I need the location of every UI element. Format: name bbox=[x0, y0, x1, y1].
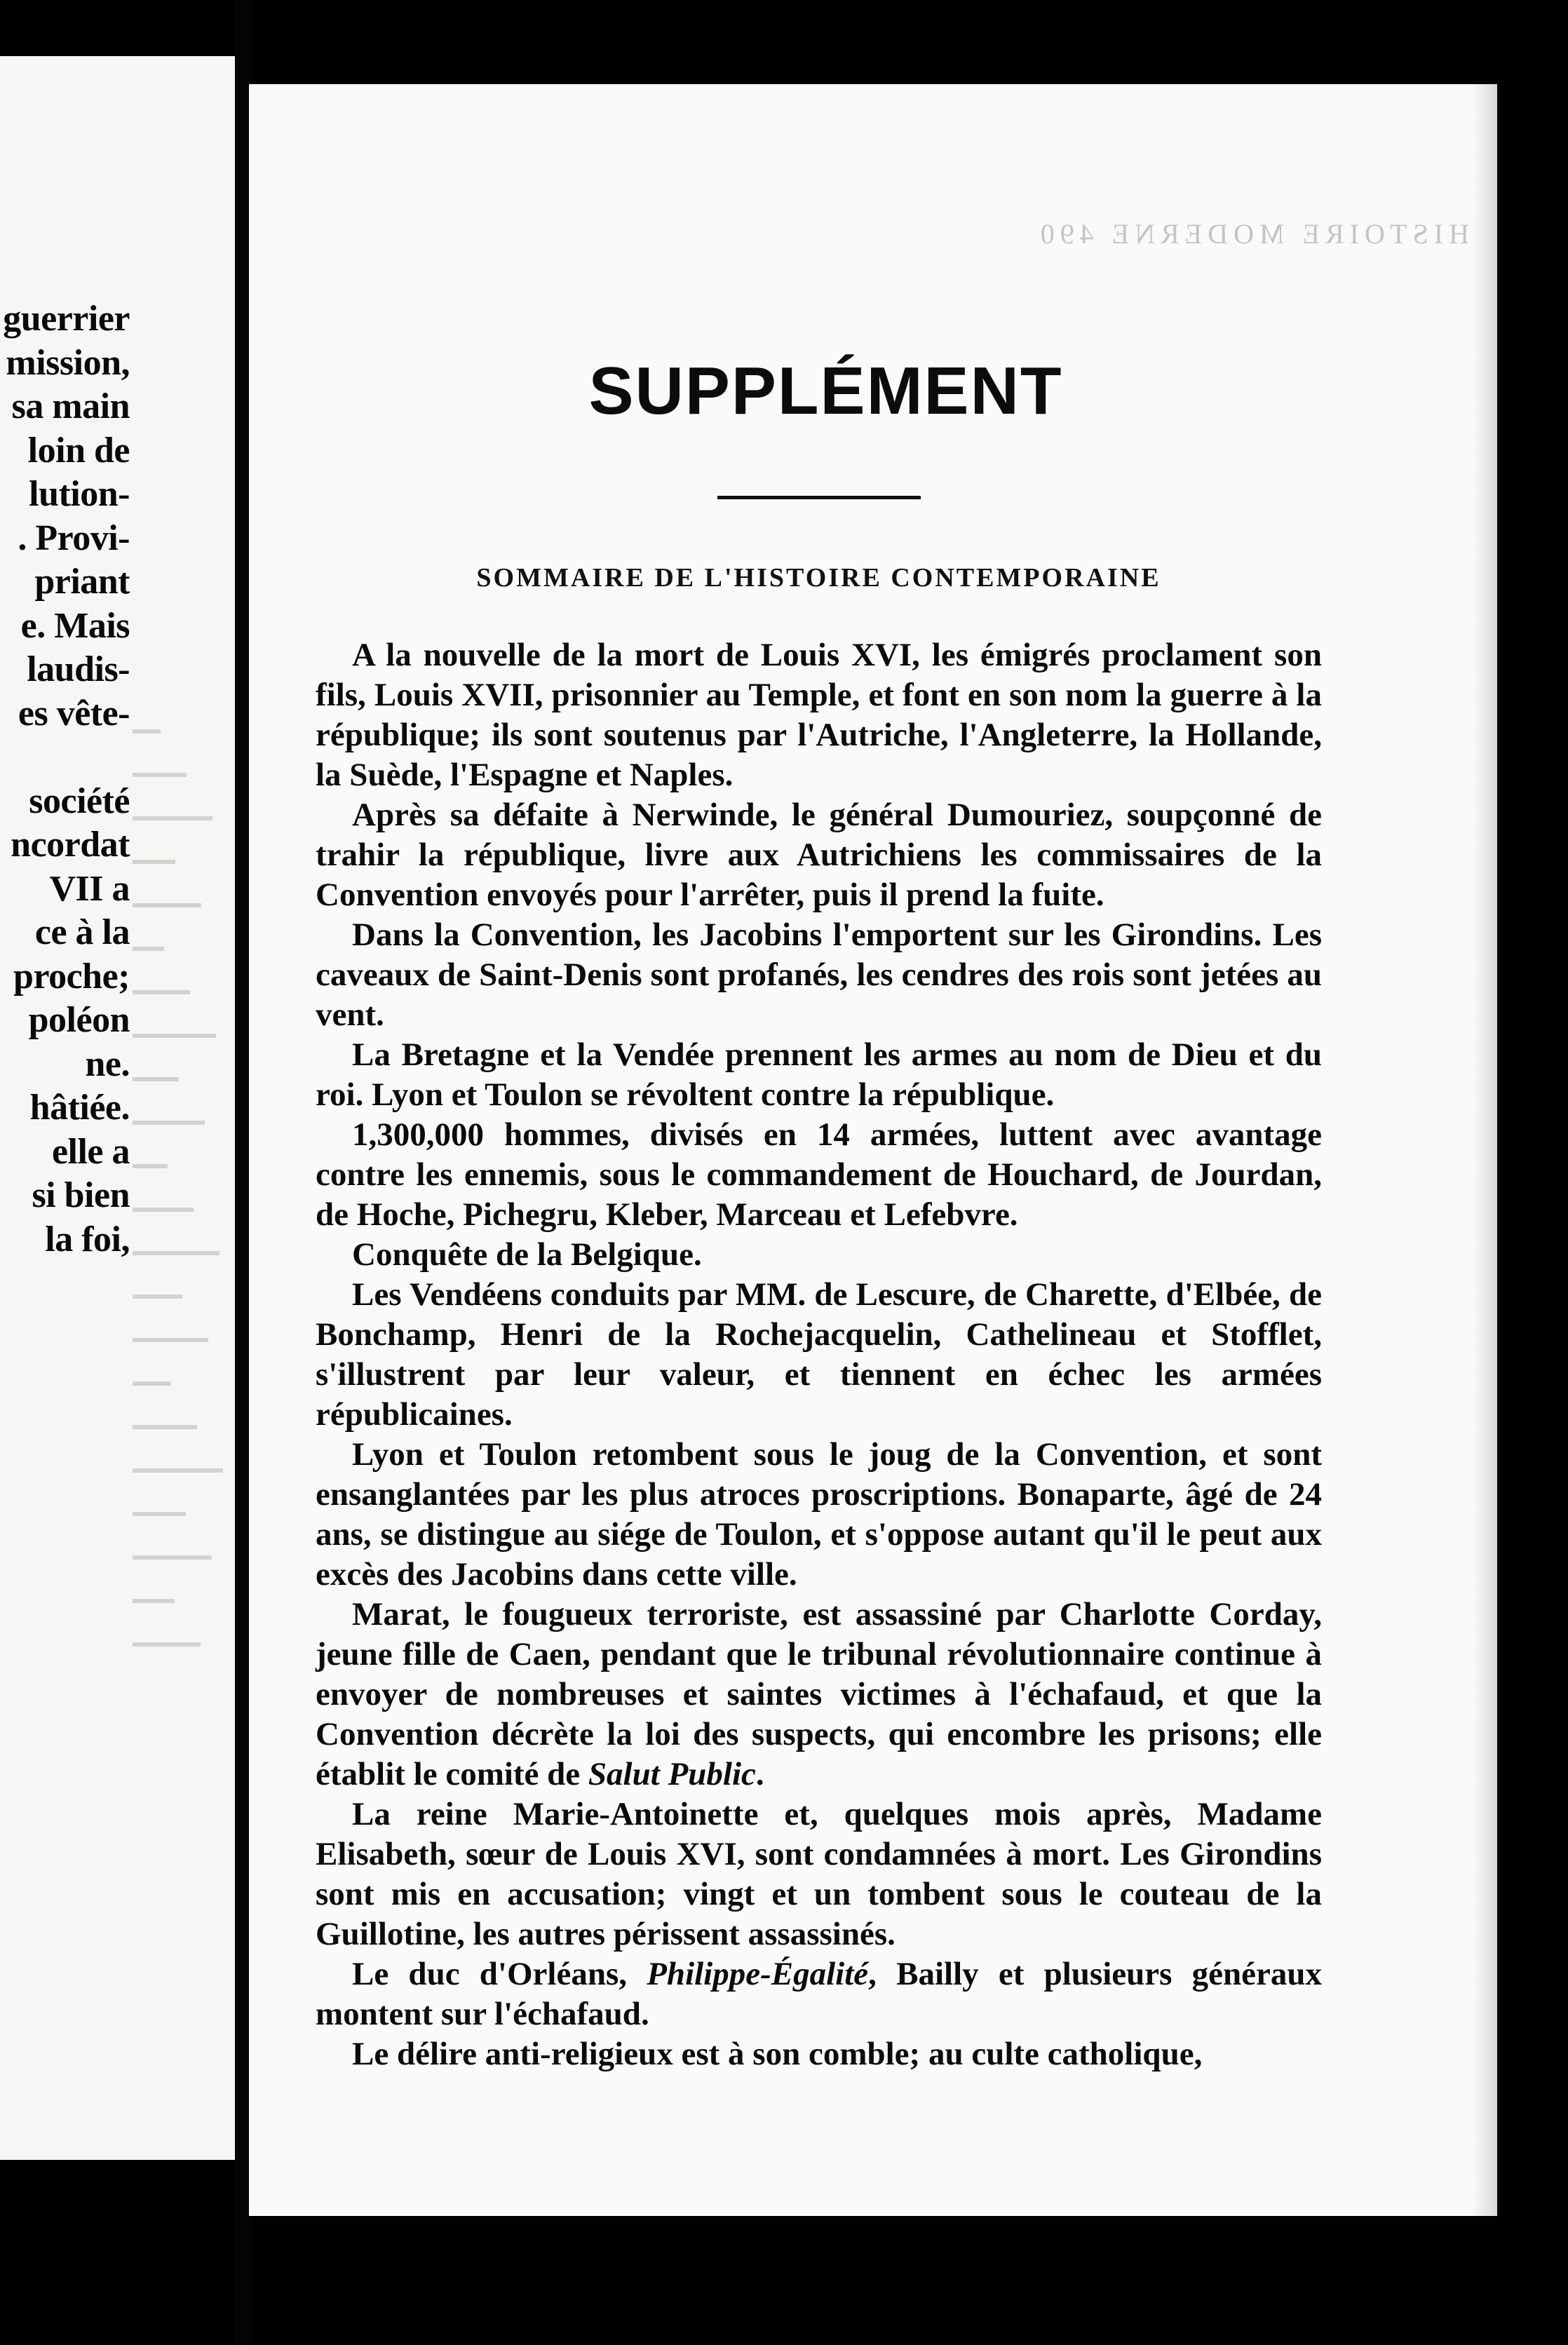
previous-page-line: elle a bbox=[51, 1131, 130, 1172]
bleed-through-mark bbox=[133, 1295, 182, 1299]
paragraph-trailing-text: . bbox=[755, 1756, 764, 1793]
previous-page-line: laudis- bbox=[27, 649, 130, 689]
body-paragraph bbox=[316, 1435, 1322, 1595]
title-divider bbox=[717, 496, 921, 499]
paragraph-text: La Bretagne et la Vendée prennent les armes au nom de Dieu et du roi. Lyon et Toulon se révoltent contre la république. bbox=[316, 1036, 1322, 1114]
bleed-through-mark bbox=[133, 1251, 219, 1255]
body-paragraph bbox=[316, 1954, 1322, 2034]
bleed-through-mark bbox=[133, 1208, 194, 1212]
body-paragraph bbox=[316, 635, 1322, 795]
previous-page-line: ce à la bbox=[34, 912, 130, 952]
previous-page-line: si bien bbox=[32, 1175, 130, 1215]
body-paragraph bbox=[316, 1035, 1322, 1115]
bleed-through-text bbox=[126, 56, 231, 2160]
paragraph-text: 1,300,000 hommes, divisés en 14 armées, luttent avec avantage contre les ennemis, sous le commandement de Houchard, de Jourdan, de Hoche, Pichegru, Kleber, Marceau et Lefebvre. bbox=[316, 1116, 1322, 1234]
bleed-through-mark bbox=[133, 1599, 175, 1603]
section-heading: SOMMAIRE DE L'HISTOIRE CONTEMPORAINE bbox=[476, 563, 1161, 593]
bleed-through-mark bbox=[133, 947, 164, 951]
bleed-through-mark bbox=[133, 1034, 216, 1038]
previous-page-line: guerrier bbox=[3, 299, 130, 339]
previous-page-line: . Provi- bbox=[18, 518, 130, 558]
previous-page-line: lution- bbox=[29, 474, 130, 514]
paragraph-text: A la nouvelle de la mort de Louis XVI, les émigrés proclament son fils, Louis XVII, prisonnier au Temple, et font en son nom la guerre à la république; ils sont soutenus par l'Autriche, l'Angleterre, la Hollande, la Suède, l'Espagne et Naples. bbox=[316, 637, 1322, 794]
previous-page-fragment bbox=[0, 56, 235, 2160]
paragraph-text: Les Vendéens conduits par MM. de Lescure, de Charette, d'Elbée, de Bonchamp, Henri de la Rochejacquelin, Cathelineau et Stofflet, s'illustrent par leur valeur, et tiennent en échec les armées républicaines. bbox=[316, 1276, 1322, 1433]
body-paragraph bbox=[316, 1115, 1322, 1235]
page-content bbox=[316, 351, 1322, 2074]
page-edge-shadow bbox=[1472, 84, 1497, 2216]
previous-page-line: hâtiée. bbox=[29, 1088, 130, 1128]
bleed-through-mark bbox=[133, 1642, 201, 1647]
previous-page-line: poléon bbox=[28, 1000, 130, 1040]
previous-page-line: mission, bbox=[6, 342, 130, 383]
paragraph-text: Marat, le fougueux terroriste, est assassiné par Charlotte Corday, jeune fille de Caen, pendant que le tribunal révolutionnaire continue à envoyer de nombreuses et saintes victimes à l'échafaud, et que la Convention décrète la loi des suspects, qui encombre les prisons; elle établit le comité de bbox=[316, 1596, 1322, 1793]
bleed-through-mark bbox=[133, 1512, 186, 1516]
body-paragraph bbox=[316, 1275, 1322, 1435]
body-paragraph bbox=[316, 1795, 1322, 1954]
bleed-through-mark bbox=[133, 1338, 208, 1342]
paragraph-text: La reine Marie-Antoinette et, quelques mois après, Madame Elisabeth, sœur de Louis XVI, sont condamnées à mort. Les Girondins sont mis en accusation; vingt et un tombent sous le couteau de la Guillotine, les autres périssent assassinés. bbox=[316, 1796, 1322, 1953]
body-paragraph bbox=[316, 915, 1322, 1035]
bleed-through-mark bbox=[133, 903, 201, 907]
body-paragraph bbox=[316, 2034, 1322, 2074]
paragraph-text: Dans la Convention, les Jacobins l'emportent sur les Girondins. Les caveaux de Saint-Denis sont profanés, les cendres des rois sont jetées au vent. bbox=[316, 917, 1322, 1034]
bleed-through-mark bbox=[133, 1164, 168, 1168]
bleed-through-mark bbox=[133, 1121, 205, 1125]
bleed-through-mark bbox=[133, 729, 161, 734]
body-paragraph bbox=[316, 1235, 1322, 1275]
previous-page-line: ncordat bbox=[11, 825, 130, 865]
paragraph-trailing-text: , Bailly et plusieurs généraux montent sur l'échafaud. bbox=[316, 1956, 1322, 2033]
previous-page-line: es vête- bbox=[18, 693, 130, 734]
scan-border bbox=[1497, 0, 1568, 2345]
bleed-through-mark bbox=[133, 1468, 223, 1473]
bleed-through-header: HISTOIRE MODERNE 490 bbox=[1034, 218, 1469, 250]
previous-page-line: proche; bbox=[13, 956, 130, 996]
previous-page-line: loin de bbox=[27, 430, 130, 471]
previous-page-line: priant bbox=[34, 562, 130, 602]
paragraph-text: Le délire anti-religieux est à son comble; au culte catholique, bbox=[352, 2036, 1203, 2073]
bleed-through-mark bbox=[133, 773, 187, 777]
paragraph-text: Lyon et Toulon retombent sous le joug de la Convention, et sont ensanglantées par les plus atroces proscriptions. Bonaparte, âgé de 24 ans, se distingue au siége de Toulon, et s'oppose autant qu'il le peut aux excès des Jacobins dans cette ville. bbox=[316, 1436, 1322, 1593]
page-title: SUPPLÉMENT bbox=[588, 353, 1063, 428]
previous-page-line: la foi, bbox=[45, 1219, 130, 1259]
document-page bbox=[249, 84, 1497, 2216]
body-paragraph bbox=[316, 795, 1322, 915]
paragraph-italic-text: Salut Public bbox=[588, 1756, 756, 1793]
previous-page-line: ne. bbox=[85, 1043, 130, 1084]
bleed-through-mark bbox=[133, 816, 212, 820]
bleed-through-mark bbox=[133, 990, 190, 994]
bleed-through-mark bbox=[133, 860, 175, 864]
bleed-through-mark bbox=[133, 1425, 197, 1429]
paragraph-text: Le duc d'Orléans, bbox=[352, 1956, 627, 1993]
paragraph-text: Conquête de la Belgique. bbox=[352, 1236, 702, 1273]
previous-page-line: VII a bbox=[49, 868, 130, 909]
body-paragraph bbox=[316, 1595, 1322, 1795]
bleed-through-mark bbox=[133, 1555, 212, 1560]
paragraph-text: Après sa défaite à Nerwinde, le général Dumouriez, soupçonné de trahir la république, livre aux Autrichiens les commissaires de la Convention envoyés pour l'arrêter, puis il prend la fuite. bbox=[316, 797, 1322, 914]
bleed-through-mark bbox=[133, 1077, 179, 1081]
previous-page-line: sa main bbox=[11, 386, 130, 426]
paragraph-italic-text: Philippe-Égalité bbox=[647, 1956, 869, 1993]
previous-page-line: e. Mais bbox=[20, 605, 130, 646]
previous-page-line: société bbox=[29, 780, 130, 821]
body-text bbox=[316, 635, 1322, 2074]
bleed-through-mark bbox=[133, 1381, 171, 1386]
